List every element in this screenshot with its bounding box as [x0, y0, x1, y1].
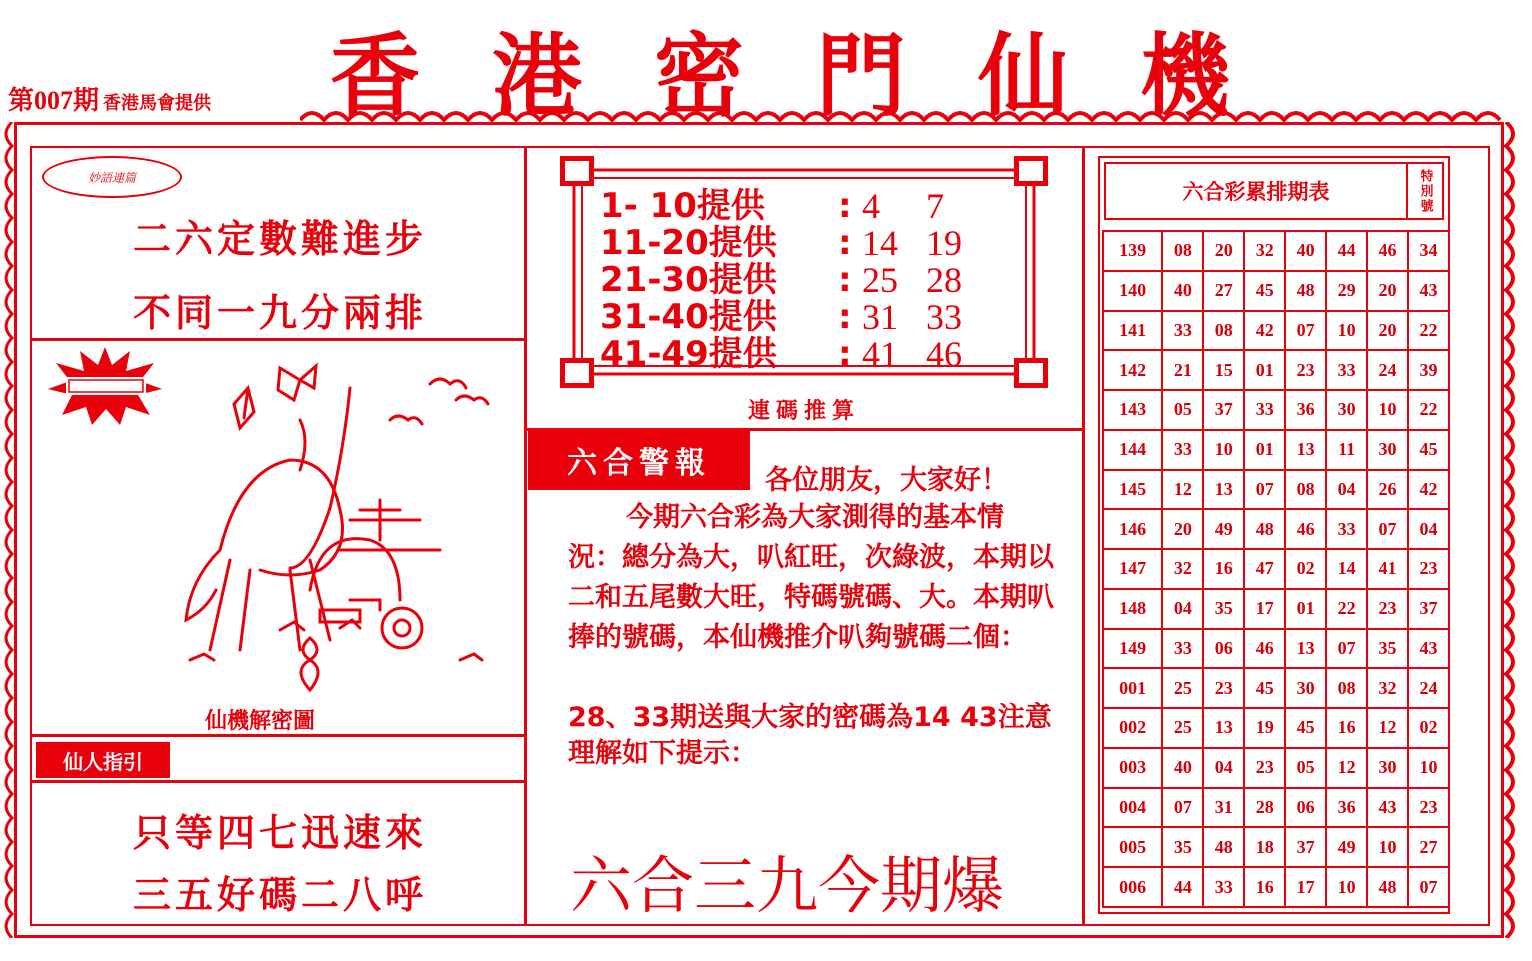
- number-cell: 07: [1367, 509, 1408, 549]
- number-cell: 13: [1285, 629, 1326, 669]
- table-row: [1103, 827, 1449, 867]
- period-cell: 139: [1103, 231, 1162, 271]
- number-cell: 43: [1408, 629, 1449, 669]
- number-cell: 23: [1408, 788, 1449, 828]
- number-cell: 04: [1203, 748, 1244, 788]
- number-cell: 06: [1285, 788, 1326, 828]
- number-cell: 34: [1408, 231, 1449, 271]
- range-value: 25: [862, 260, 898, 300]
- calc-label: 連碼推算: [747, 399, 860, 424]
- number-cell: 48: [1367, 867, 1408, 907]
- period-cell: 140: [1103, 271, 1162, 311]
- number-cell: 08: [1285, 470, 1326, 510]
- number-cell: 15: [1203, 350, 1244, 390]
- period-cell: 146: [1103, 509, 1162, 549]
- number-cell: 45: [1244, 271, 1285, 311]
- range-row: [600, 336, 990, 373]
- number-cell: 17: [1244, 589, 1285, 629]
- number-cell: 29: [1326, 271, 1367, 311]
- number-cell: 37: [1408, 589, 1449, 629]
- period-cell: 141: [1103, 311, 1162, 351]
- number-cell: 01: [1244, 430, 1285, 470]
- slogan: 六合三九今期爆: [570, 849, 1005, 922]
- number-cell: 23: [1285, 350, 1326, 390]
- range-value: 41: [862, 334, 898, 374]
- number-cell: 07: [1244, 470, 1285, 510]
- range-label: 41-49提供: [600, 334, 777, 374]
- number-cell: 43: [1367, 788, 1408, 828]
- number-cell: 13: [1285, 430, 1326, 470]
- number-cell: 41: [1367, 549, 1408, 589]
- number-cell: 05: [1162, 390, 1203, 430]
- number-cell: 30: [1326, 390, 1367, 430]
- number-cell: 46: [1367, 231, 1408, 271]
- number-cell: 11: [1326, 430, 1367, 470]
- number-cell: 27: [1408, 827, 1449, 867]
- number-cell: 07: [1285, 311, 1326, 351]
- number-cell: 01: [1244, 350, 1285, 390]
- range-value: 33: [926, 297, 962, 337]
- period-cell: 001: [1103, 668, 1162, 708]
- range-label: 1- 10提供: [600, 186, 765, 226]
- number-cell: 05: [1285, 748, 1326, 788]
- number-cell: 48: [1203, 827, 1244, 867]
- period-cell: 149: [1103, 629, 1162, 669]
- period-cell: 147: [1103, 549, 1162, 589]
- title-char: 仙: [978, 23, 1068, 129]
- table-row: [1103, 231, 1449, 271]
- number-cell: 17: [1285, 867, 1326, 907]
- number-cell: 24: [1367, 350, 1408, 390]
- table-row: [1103, 867, 1449, 907]
- number-cell: 32: [1244, 231, 1285, 271]
- number-cell: 42: [1244, 311, 1285, 351]
- number-cell: 23: [1367, 589, 1408, 629]
- table-row: [1103, 668, 1449, 708]
- number-cell: 19: [1244, 708, 1285, 748]
- period-cell: 145: [1103, 470, 1162, 510]
- number-cell: 12: [1162, 470, 1203, 510]
- number-cell: 23: [1203, 668, 1244, 708]
- number-cell: 37: [1203, 390, 1244, 430]
- range-value: 4: [862, 186, 880, 226]
- number-cell: 45: [1408, 430, 1449, 470]
- number-cell: 22: [1408, 311, 1449, 351]
- number-cell: 12: [1326, 748, 1367, 788]
- table-row: [1103, 589, 1449, 629]
- number-cell: 33: [1162, 629, 1203, 669]
- table-row: [1103, 430, 1449, 470]
- range-value: 46: [926, 334, 962, 374]
- title-char: 密: [654, 23, 744, 129]
- number-cell: 33: [1203, 867, 1244, 907]
- number-cell: 18: [1244, 827, 1285, 867]
- period-cell: 002: [1103, 708, 1162, 748]
- number-cell: 32: [1162, 549, 1203, 589]
- number-cell: 08: [1203, 311, 1244, 351]
- range-colon: :: [838, 223, 852, 263]
- title-char: 香: [330, 23, 420, 129]
- number-cell: 10: [1408, 748, 1449, 788]
- number-cell: 20: [1367, 311, 1408, 351]
- puzzle-illustration: [160, 360, 520, 700]
- range-label: 11-20提供: [600, 223, 777, 263]
- table-row: [1103, 350, 1449, 390]
- range-value: 28: [926, 260, 962, 300]
- range-value: 31: [862, 297, 898, 337]
- range-colon: :: [838, 297, 852, 337]
- number-cell: 28: [1244, 788, 1285, 828]
- number-cell: 07: [1408, 867, 1449, 907]
- issue-label: 第007期: [8, 86, 100, 115]
- number-cell: 43: [1408, 271, 1449, 311]
- number-cell: 48: [1285, 271, 1326, 311]
- number-cell: 10: [1203, 430, 1244, 470]
- poem-line: 只等四七迅速來: [132, 811, 427, 855]
- table-row: [1103, 470, 1449, 510]
- table-row: [1103, 708, 1449, 748]
- table-row: [1103, 549, 1449, 589]
- number-cell: 16: [1244, 867, 1285, 907]
- number-cell: 49: [1326, 827, 1367, 867]
- number-cell: 45: [1285, 708, 1326, 748]
- number-cell: 23: [1408, 549, 1449, 589]
- period-cell: 142: [1103, 350, 1162, 390]
- divider-right: [1082, 146, 1085, 926]
- number-cell: 01: [1285, 589, 1326, 629]
- number-cell: 22: [1326, 589, 1367, 629]
- range-row: [600, 188, 990, 225]
- range-label: 31-40提供: [600, 297, 777, 337]
- number-cell: 10: [1326, 311, 1367, 351]
- divider-h1: [30, 338, 526, 341]
- range-value: 19: [926, 223, 962, 263]
- number-cell: 25: [1162, 708, 1203, 748]
- poem-line: 二六定數難進步: [132, 217, 427, 261]
- number-cell: 40: [1285, 231, 1326, 271]
- number-cell: 24: [1408, 668, 1449, 708]
- number-cell: 20: [1203, 231, 1244, 271]
- number-cell: 35: [1367, 629, 1408, 669]
- section-badge: 妙語連篇: [42, 156, 182, 198]
- number-cell: 12: [1367, 708, 1408, 748]
- number-cell: 07: [1326, 629, 1367, 669]
- number-cell: 32: [1367, 668, 1408, 708]
- number-cell: 02: [1408, 708, 1449, 748]
- number-cell: 33: [1162, 430, 1203, 470]
- number-cell: 26: [1367, 470, 1408, 510]
- number-cell: 16: [1326, 708, 1367, 748]
- number-cell: 04: [1408, 509, 1449, 549]
- number-cell: 30: [1367, 748, 1408, 788]
- number-cell: 20: [1162, 509, 1203, 549]
- table-row: [1103, 311, 1449, 351]
- table-row: [1103, 271, 1449, 311]
- number-cell: 13: [1203, 708, 1244, 748]
- number-cell: 40: [1162, 271, 1203, 311]
- number-cell: 33: [1244, 390, 1285, 430]
- number-cell: 39: [1408, 350, 1449, 390]
- number-cell: 42: [1408, 470, 1449, 510]
- article-body: 今期六合彩為大家測得的基本情況：總分為大，叭紅旺，次綠波，本期以二和五尾數大旺，特碼號碼、大。本期叭捧的號碼，本仙機推介叭夠號碼二個：: [568, 502, 1054, 653]
- number-cell: 27: [1203, 271, 1244, 311]
- number-cell: 47: [1244, 549, 1285, 589]
- number-cell: 33: [1162, 311, 1203, 351]
- number-cell: 25: [1162, 668, 1203, 708]
- range-row: [600, 299, 990, 336]
- divider-left: [524, 146, 527, 926]
- period-cell: 003: [1103, 748, 1162, 788]
- number-cell: 14: [1326, 549, 1367, 589]
- range-colon: :: [838, 186, 852, 226]
- number-cell: 30: [1285, 668, 1326, 708]
- number-cell: 44: [1162, 867, 1203, 907]
- period-cell: 143: [1103, 390, 1162, 430]
- range-colon: :: [838, 334, 852, 374]
- number-cell: 33: [1326, 350, 1367, 390]
- range-label: 21-30提供: [600, 260, 777, 300]
- number-cell: 31: [1203, 788, 1244, 828]
- period-cell: 006: [1103, 867, 1162, 907]
- issue-number: [8, 80, 211, 117]
- period-cell: 144: [1103, 430, 1162, 470]
- number-cell: 07: [1162, 788, 1203, 828]
- starburst-icon: [46, 345, 164, 425]
- greeting: 各位朋友，大家好！: [765, 465, 1008, 496]
- table-row: [1103, 748, 1449, 788]
- poem-line: 不同一九分兩排: [132, 291, 427, 335]
- number-cell: 30: [1367, 430, 1408, 470]
- results-table: [1102, 230, 1450, 908]
- number-cell: 23: [1244, 748, 1285, 788]
- number-cell: 33: [1326, 509, 1367, 549]
- article-hint: 28、33期送與大家的密碼為14 43注意理解如下提示：: [568, 702, 1052, 769]
- number-cell: 04: [1162, 589, 1203, 629]
- table-row: [1103, 788, 1449, 828]
- number-cell: 40: [1162, 748, 1203, 788]
- number-cell: 49: [1203, 509, 1244, 549]
- number-cell: 35: [1203, 589, 1244, 629]
- title-char: 門: [816, 23, 906, 129]
- issue-source: 香港馬會提供: [103, 93, 212, 114]
- range-colon: :: [838, 260, 852, 300]
- period-cell: 005: [1103, 827, 1162, 867]
- period-cell: 004: [1103, 788, 1162, 828]
- table-row: [1103, 629, 1449, 669]
- number-cell: 36: [1326, 788, 1367, 828]
- number-cell: 08: [1326, 668, 1367, 708]
- special-number-label: 特別號: [1417, 168, 1433, 214]
- title-char: 機: [1140, 23, 1230, 129]
- number-ranges: [600, 188, 990, 373]
- range-value: 14: [862, 223, 898, 263]
- number-cell: 44: [1326, 231, 1367, 271]
- title-char: 港: [492, 23, 582, 129]
- illustration-caption: 仙機解密圖: [204, 709, 315, 734]
- number-cell: 10: [1367, 827, 1408, 867]
- number-cell: 35: [1162, 827, 1203, 867]
- number-cell: 13: [1203, 470, 1244, 510]
- alert-tab: 六合警報: [528, 430, 750, 490]
- number-cell: 10: [1367, 390, 1408, 430]
- divider-h3: [30, 780, 526, 783]
- number-cell: 22: [1408, 390, 1449, 430]
- table-row: [1103, 509, 1449, 549]
- number-cell: 45: [1244, 668, 1285, 708]
- number-cell: 46: [1244, 629, 1285, 669]
- number-cell: 10: [1326, 867, 1367, 907]
- period-cell: 148: [1103, 589, 1162, 629]
- page-title: [300, 18, 1260, 129]
- number-cell: 16: [1203, 549, 1244, 589]
- range-row: [600, 262, 990, 299]
- number-cell: 36: [1285, 390, 1326, 430]
- number-cell: 21: [1162, 350, 1203, 390]
- range-row: [600, 225, 990, 262]
- range-value: 7: [926, 186, 944, 226]
- poem-line: 三五好碼二八呼: [132, 873, 427, 917]
- number-cell: 46: [1285, 509, 1326, 549]
- results-table-title: 六合彩累排期表: [1106, 164, 1408, 218]
- number-cell: 48: [1244, 509, 1285, 549]
- guide-tab: 仙人指引: [36, 742, 170, 778]
- number-cell: 37: [1285, 827, 1326, 867]
- table-row: [1103, 390, 1449, 430]
- number-cell: 20: [1367, 271, 1408, 311]
- number-cell: 04: [1326, 470, 1367, 510]
- number-cell: 08: [1162, 231, 1203, 271]
- number-cell: 06: [1203, 629, 1244, 669]
- results-table-header: [1104, 162, 1444, 220]
- number-cell: 02: [1285, 549, 1326, 589]
